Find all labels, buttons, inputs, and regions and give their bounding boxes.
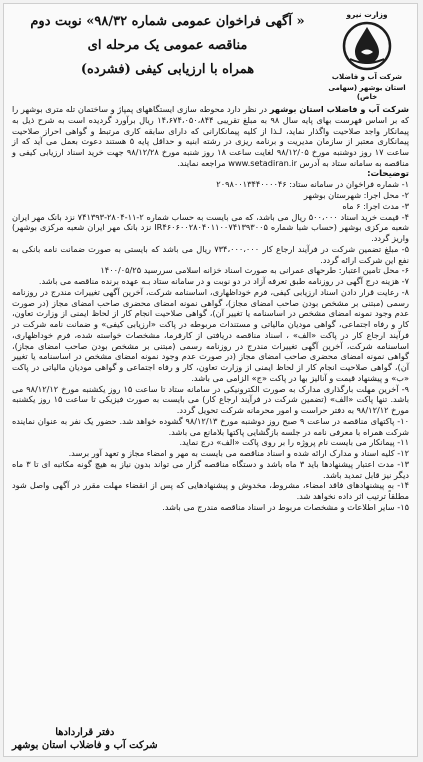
company-logo	[325, 10, 409, 102]
note-item: ۵- مبلغ تضمین شرکت در فرآیند ارجاع کار ۷۳۴،۰۰۰،۰۰۰ ریال می باشد که بایستی به صورت ضمانت نامه بانکی به نفع این شرکت ارائه گردد.	[12, 243, 409, 265]
note-item: ۲- محل اجرا: شهرستان بوشهر	[303, 190, 409, 200]
note-item: ۳- مدت اجرا: ۶ ماه	[342, 200, 409, 211]
note-item: ۴- قیمت خرید اسناد ۵۰۰،۰۰۰ ریال می باشد، که می بایست به حساب شماره ۲-۱۱-۲۸۰۴-۷۴۱۳۹۳ نزد بانک مهر ایران شعبه مرکزی بوشهر (حساب شبا شماره IR۴۶۰۶۰۰۲۸۰۴۰۱۱۰۰۷۴۱۳۹۳۰۰۵ نزد بانک مهر ایران شعبه مرکزی بوشهر) واریز گردد.	[12, 211, 410, 243]
title-line-3: همراه با ارزیابی کیفی (فشرده)	[80, 62, 255, 77]
advertisement-page	[3, 3, 418, 757]
note-item: ۹- آخرین مهلت بارگذاری مدارک به صورت الکترونیکی در سامانه ستاد تا ساعت ۱۵ روز یکشنبه مورخ ۹۸/۱۲/۱۲ می باشد. تنها پاکت «الف» (تضمین شرکت در فرآیند ارجاع کار) می بایست به صورت فیزیکی تا ساعت ۱۵ روز یکشنبه مورخ ۹۸/۱۲/۱۲ به دفتر حراست و امور محرمانه شرکت تحویل گردد.	[12, 383, 410, 415]
note-item: ۱۴- به پیشنهادهای فاقد امضاء، مشروط، مخدوش و پیشنهادهایی که پس از انقضاء مهلت مقرر در آگهی واصل شود مطلقاً ترتیب اثر داده نخواهد شد.	[12, 480, 409, 501]
notes-heading: توضیحات:	[367, 168, 409, 179]
company-name-line1: شرکت آب و فاضلاب	[331, 73, 403, 81]
note-item: ۱۵- سایر اطلاعات و مشخصات مربوط در اسناد مناقصه مندرج می باشد.	[162, 501, 409, 512]
intro-company: شرکت آب و فاضلاب استان بوشهر	[269, 104, 409, 114]
intro-text: در نظر دارد محوطه سازی ایستگاههای پمپاژ و ساختمان تله متری بوشهر را که بر اساس فهرست بهای پایه سال ۹۸ به مبلغ تقریبی ۱۴،۶۷۴،۰۵۰،۸۴۴ ریال برآورد گردیده است به شرح ذیل به پیمانکار واجد صلاحیت واگذار نماید، لـذا از کلیه پیمانکارانی که دارای سابقه کاری مرتبط و گواهی احراز صلاحیت پیمانکاری معتبر از سازمان مدیریت و برنامه ریزی در رشته ابنیه و حداقل پایه ۵ هستند دعوت بعمل می آید که از ساعت ۱۷ روز دوشنبه مورخ ۹۸/۱۲/۰۵ لغایت ساعت ۱۸ روز شنبه مورخ ۹۸/۱۲/۲۸ جهت خرید اسناد ارزیابی کیفی و مناقصه به سامانه ستاد به آدرس www.setadiran.ir مراجعه نمایند.	[12, 104, 410, 168]
signature-block	[12, 726, 158, 752]
ministry-label: وزارت نیرو	[346, 10, 388, 19]
note-item: ۱۱- پیمانکار می بایست نام پروژه را بر روی پاکت «الف» درج نماید.	[179, 437, 409, 448]
ad-body	[12, 104, 409, 726]
signature-line-2: شرکت آب و فاضلاب استان بوشهر	[12, 740, 158, 751]
note-item: ۱۰- پاکتهای مناقصه در ساعت ۹ صبح روز دوشنبه مورخ ۹۸/۱۲/۱۳ گشوده خواهد شد. حضور یک نفر به عنوان نماینده شرکت همراه با معرفی نامه در جلسه بازگشایی پاکتها بلامانع می باشد.	[12, 415, 409, 437]
company-name-line2: استان بوشهر (سهامی خاص)	[328, 84, 406, 101]
intro-paragraph	[12, 104, 409, 169]
note-item: ۸- رعایت قرار دادن اسناد ارزیابی کیفی، فرم خوداظهاری، اساسنامه شرکت، آخرین آگهی تغییرات مندرج در روزنامه رسمی (مبتنی بر مشخص بودن صاحب امضای مجاز)، گواهی نمونه امضای محضری صاحب امضای مجاز (در صورت عدم وجود نمونه امضای مشخص در اساسنامه یا تغییر آن)، گواهی صلاحیت انجام کار از لحاظ ایمنی از وزارت تعاون، کار و رفاه اجتماعی، گواهی مودیان مالیاتی و مستندات مربوطه در پاکت «ارزیابی کیفی» و ضمانت نامه شرکت در فرآیند ارجاع کار در پاکت «الف» ، اسناد مناقصه دریافتی از کارفرما، مشخصات خواسته شده، فرم خوداظهاری، اساسنامه شرکت، آخرین آگهی تغییرات مندرج در روزنامه رسمی (مبتنی بر مشخص بودن صاحب امضای مجاز)، گواهی نمونه امضای محضری صاحب امضای مجاز (در صورت عدم وجود نمونه امضای مشخص در اساسنامه یا تغییر آن)، گواهی صلاحیت انجام کار از لحاظ ایمنی از وزارت تعاون، کار و رفاه اجتماعی و گواهی مودیان مالیاتی در پاکت «ب» و پیشنهاد قیمت و آنالیز بها در پاکت «ج» الزامی می باشد.	[12, 286, 409, 383]
ad-title	[14, 10, 321, 82]
note-item: ۶- محل تامین اعتبار: طرحهای عمرانی به صورت اسناد خزانه اسلامی سررسید ۱۴۰۰/۰۵/۲۵	[100, 265, 409, 276]
water-drop-logo-icon	[342, 21, 392, 71]
note-item: ۷- هزینه درج آگهی در روزنامه طبق تعرفه آزاد در دو نوبت و در سامانه ستاد بـه عهده برنده مناقصه می باشد.	[38, 276, 409, 286]
note-item: ۱۳- مدت اعتبار پیشنهادها باید ۳ ماه باشد و دستگاه مناقصه گزار می تواند بدون نیاز به هیچ گونه مکاتبه ای تا ۳ ماه دیگر نیز قابل تمدید باشد.	[12, 458, 409, 480]
title-line-2: مناقصه عمومی یک مرحله ای	[87, 38, 248, 53]
title-line-1: « آگهی فراخوان عمومی شماره ۹۸/۳۲» نوبت دوم	[30, 14, 305, 29]
signature-line-1: دفتر قراردادها	[55, 727, 115, 738]
note-item: ۱- شماره فراخوان در سامانه ستاد: ۲۰۹۸۰۰۱۳۴۴۰۰۰۰۴۶	[216, 179, 409, 190]
note-item: ۱۲- کلیه اسناد و مدارک ارائه شده و اسناد مناقصه می بایست به مهر و امضاء مجاز و تعهد آور برسد.	[68, 448, 409, 458]
